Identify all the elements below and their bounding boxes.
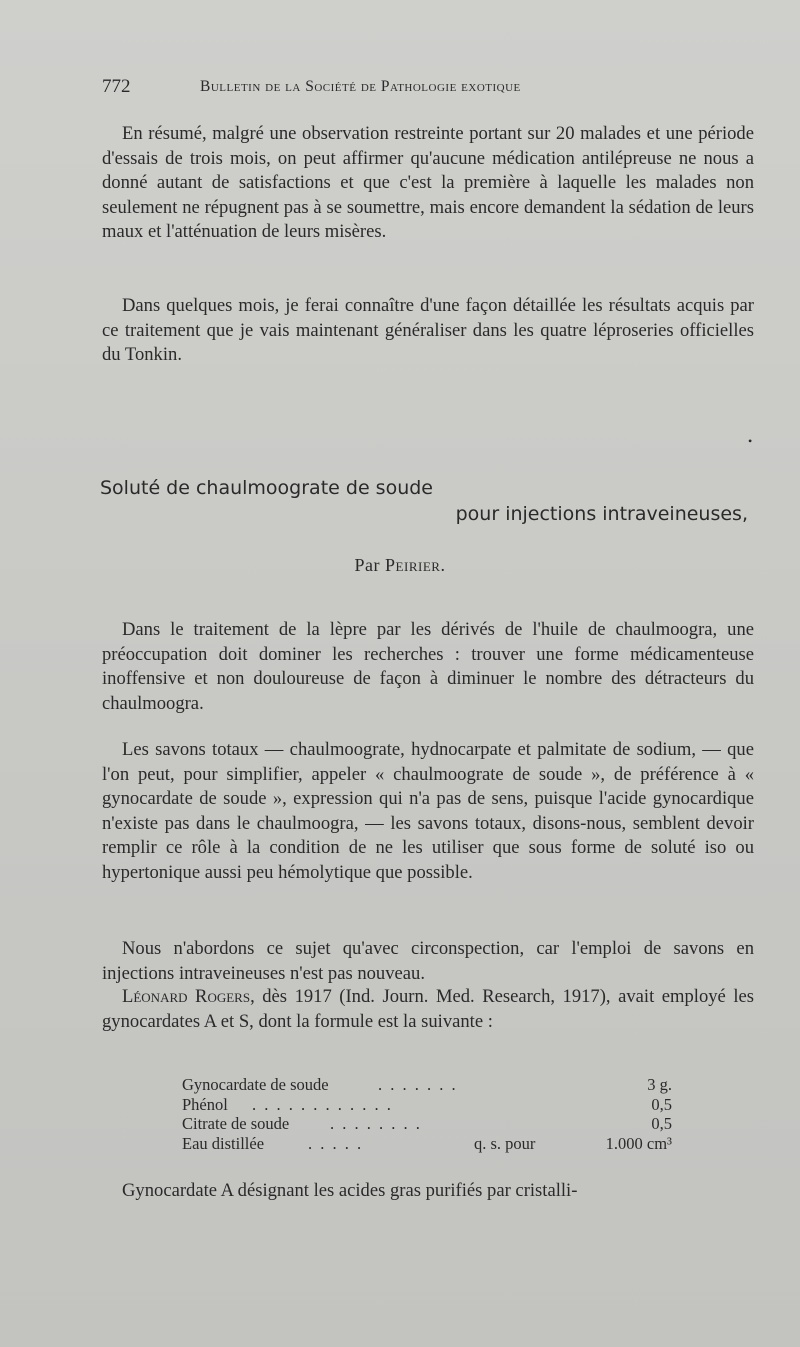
byline-prefix: Par	[354, 555, 381, 575]
page-header	[102, 76, 647, 100]
formula-leader-dots: . . . . . . . . . . . .	[252, 1094, 393, 1114]
paragraph-total-soaps: Les savons totaux — chaulmoograte, hydnocarpate et palmitate de sodium, — que l'on peut, pour simplifier, appeler « chaulmoograte de soude », de préférence à « gynocardate de soude », expression qui n'a pas de sens, puisque l'acide gynocardique n'existe pas dans le chaulmoogra, — les savons totaux, disons-nous, semblent devoir remplir ce rôle à la condition de ne les utiliser que sous forme de soluté iso ou hypertonique aussi peu hémolytique que possible.	[102, 739, 754, 883]
formula-quantity: 0,5	[651, 1094, 672, 1114]
paragraph-summary: En résumé, malgré une observation restreinte portant sur 20 malades et une période d'essais de trois mois, on peut affirmer qu'aucune médication antilépreuse ne nous a donné autant de satisfactions et que c'est la première à laquelle les malades non seulement ne répugnent pas à se soumettre, mais encore demandent la sédation de leurs maux et l'atténuation de leurs misères.	[102, 123, 754, 242]
formula-table	[182, 1075, 672, 1153]
page-number: 772	[102, 76, 131, 97]
formula-leader-dots: . . . . . . . .	[330, 1114, 422, 1133]
article-title-line-2: pour injections intraveineuses,	[455, 503, 748, 525]
byline-author: Peirier.	[385, 555, 446, 575]
rogers-author: Léonard Rogers	[122, 986, 251, 1007]
formula-row	[182, 1095, 672, 1115]
formula-leader-dots: . . . . . . .	[378, 1075, 458, 1094]
formula-quantity: 3 g.	[647, 1075, 672, 1094]
formula-row	[182, 1075, 672, 1095]
paragraph-circumspection: Nous n'abordons ce sujet qu'avec circonspection, car l'emploi de savons en injections intraveineuses n'est pas nouveau.	[102, 938, 754, 984]
formula-qs: q. s. pour	[474, 1133, 536, 1153]
formula-row	[182, 1114, 672, 1134]
formula-ingredient: Gynocardate de soude	[182, 1075, 329, 1094]
paragraph-gynocardate-a: Gynocardate A désignant les acides gras purifiés par cristalli-	[122, 1180, 578, 1201]
article-byline	[0, 555, 800, 576]
formula-quantity: 1.000 cm³	[605, 1133, 672, 1153]
running-head: Bulletin de la Société de Pathologie exotique	[200, 78, 521, 95]
formula-ingredient: Eau distillée	[182, 1133, 265, 1153]
article-title-line-1: Soluté de chaulmoograte de soude	[100, 477, 433, 499]
stray-mark: •	[748, 434, 753, 448]
paragraph-rogers	[102, 985, 754, 1034]
formula-row	[182, 1134, 672, 1154]
paragraph-future-results: Dans quelques mois, je ferai connaître d'une façon détaillée les résultats acquis par ce traitement que je vais maintenant généraliser dans les quatre léproseries officielles du Tonkin.	[102, 295, 754, 365]
rogers-text: , dès 1917 (Ind. Journ. Med. Research, 1917), avait employé les gynocardates A et S, dont la formule est la suivante :	[102, 986, 754, 1032]
formula-quantity: 0,5	[651, 1114, 672, 1133]
formula-leader-dots: . . . . .	[308, 1133, 364, 1153]
formula-ingredient: Citrate de soude	[182, 1114, 290, 1133]
formula-ingredient: Phénol	[182, 1094, 228, 1114]
paragraph-intro: Dans le traitement de la lèpre par les dérivés de l'huile de chaulmoogra, une préoccupation doit dominer les recherches : trouver une forme médicamenteuse inoffensive et non douloureuse de façon à diminuer le nombre des détracteurs du chaulmoogra.	[102, 619, 754, 714]
